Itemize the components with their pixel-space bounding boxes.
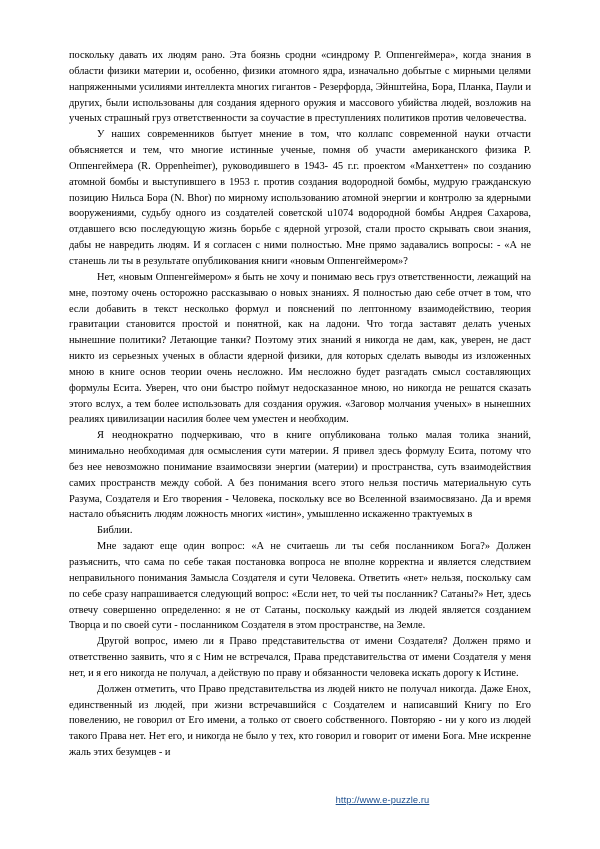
paragraph-contemporaries-opinion: У наших современников бытует мнение в том, что коллапс современной науки отчасти объясняется и тем, что многие истинные ученые, помня об участи американского физика Р. Оппенгеймера (R. Oppenheimer), руководившего в 1943- 45 г.г. проектом «Манхеттен» по созданию атомной бомбы и выступившего в 1953 г. против создания водородной бомбы, мудрую гражданскую позицию Нильса Бора (N. Bhor) по мирному использованию атомной энергии и контролю за ядерными вооружениями, судьбу одного из создателей советской u1074 водородной бомбы Андрея Сахарова, отдавшего всю последующую жизнь борьбе с ядерной угрозой, стали просто скрывать свои знания, дабы не навредить людям. И я согласен с ними полностью. Мне прямо задавались вопросы: - «А не станешь ли ты в результате опубликования книги «новым Оппенгеймером»? [69, 129, 531, 267]
paragraph-trailing-line: Библии. [97, 525, 133, 537]
paragraph-new-oppenheimer: Нет, «новым Оппенгеймером» я быть не хочу и понимаю весь груз ответственности, лежащий на мне, поэтому очень осторожно рассказываю о новых знаниях. Я полностью даю себе отчет в том, что если добавить в текст несколько формул и пояснений по лептонному взаимодействию, теория гравитации становится простой и понятной, как на ладони. Что тогда заставят делать ученых нынешние политики? Летающие танки? Поэтому этих знаний я никогда не дам, как, уверен, не даст никто из серьезных ученых в области ядерной физики, для которых сделать выводы из изложенных мною в книге основ теории очень несложно. Им несложно будет разгадать смысл составляющих формулы Есита. Уверен, что они быстро поймут недосказанное мною, но никогда не решатся сказать этого вслух, а тем более использовать для создания оружия. «Заговор молчания ученых» в нынешних реалиях цивилизации насилия более чем уместен и необходим. [69, 271, 531, 426]
paragraph-messenger-of-god: Мне задают еще один вопрос: «А не считаешь ли ты себя посланником Бога?» Должен разъяснить, что сама по себе такая постановка вопроса не вполне корректна и является следствием неправильного понимания Замысла Создателя и сути Человека. Ответить «нет» нельзя, поскольку сам по себе сразу напрашивается следующий вопрос: «Если нет, то чей ты посланник? Сатаны?» Нет, здесь отвечу совершенно определенно: я не от Сатаны, поскольку каждый из людей является созданием Творца и по своей сути - посланником Создателя в этом пространстве, на Земле. [69, 541, 531, 632]
paragraph-body: Я неоднократно подчеркиваю, что в книге опубликована только малая толика знаний, минимально необходимая для осмысления сути материи. Я привел здесь формулу Есита, потому что без нее невозможно понимание взаимосвязи энергии (материи) и пространства, суть взаимодействия самих пространств между собой. А без понимания всего этого нельзя постичь материальную суть Разума, Создателя и Его творения - Человека, поскольку все во Вселенной взаимосвязано. Да и время настало объяснить людям ложность многих «истин», умышленно искаженно трактуемых в [69, 430, 531, 521]
paragraph-continuation: поскольку давать их людям рано. Эта боязнь сродни «синдрому Р. Оппенгеймера», когда знания в области физики материи и, особенно, физики атомного ядра, изначально добытые с мирными целями напряженными усилиями интеллекта многих гигантов - Резерфорда, Эйнштейна, Бора, Планка, Паули и других, были использованы для создания ядерного оружия и массового убийства людей, возложив на ученых страшный груз ответственности за соучастие в преступлениях политиков против человечества. [69, 50, 531, 125]
paragraph-small-portion-of-knowledge [69, 428, 531, 539]
body-text-column [69, 48, 531, 761]
paragraph-right-of-representation: Другой вопрос, имею ли я Право представительства от имени Создателя? Должен прямо и ответственно заявить, что я с Ним не встречался, Права представительства от имени Создателя у меня нет, и я его никогда не получал, а действую по праву и обязанности человека искать дорогу к Истине. [69, 636, 531, 679]
page-footer [69, 790, 531, 808]
footer-source-link[interactable]: http://www.e-puzzle.ru [335, 795, 430, 805]
paragraph-enoch: Должен отметить, что Право представительства из людей никто не получал никогда. Даже Енох, единственный из людей, при жизни встречавшийся с Создателем и написавший Книгу по Его повелению, не говорил от Его имени, а только от своего собственного. Повторяю - ни у кого из людей такого Права нет. Нет его, и никогда не было у тех, кто говорил и говорит от имени Бога. Мне искренне жаль этих безумцев - и [69, 683, 531, 759]
